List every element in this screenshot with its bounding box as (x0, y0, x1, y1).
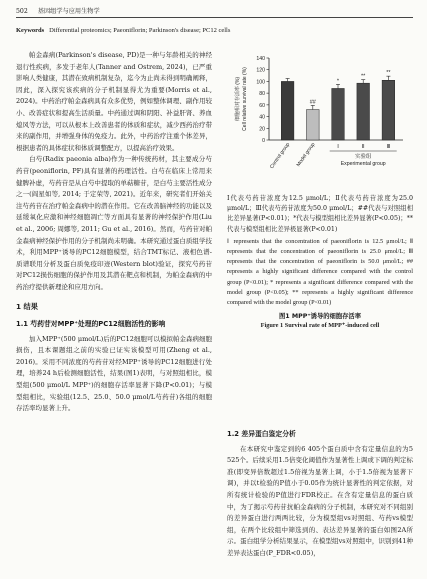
y-tick-label: 0 (262, 138, 265, 144)
figure-title-en: Figure 1 Survival rate of MPP⁺-induced cell (260, 322, 380, 330)
significance-label: ** (386, 70, 391, 77)
subsection-1-2-heading: 1.2 差异蛋白鉴定分析 (227, 430, 296, 438)
y-tick-label: 40 (259, 114, 265, 121)
x-tick-label: Ⅲ (386, 144, 391, 150)
y-tick-label: 80 (259, 91, 265, 98)
y-tick-label: 120 (256, 67, 265, 74)
right-column-lower (227, 425, 413, 560)
intro-paragraph-2: 白芍(Radix paeonia alba)作为一种传统药材，其主要成分芍药苷(peoniflorin, PF)具有显著的药理活性。白芍在临床上常用来健脾补虚，芍药苷是从白芍中提取的单萜糖苷，是白芍主要活性成分之一(阎星如等, 2014; 于定荣等, 2021)。近年来，研究者们开始关注芍药苷在治疗帕金森病中的潜在作用。它在改善脑神经的功能以及延缓氧化应激和神经细胞凋亡等方面具有显著的神经保护作用(Liu et al., 2006; 周娜等, 2011; Gu et al., 2016)。然而，芍药苷对帕金森病神经保护作用的分子机制尚未明确。本研究通过蛋白质组学技术，利用MPP⁺诱导的PC12细胞模型，结合TMT标记、液相色谱-质谱联用分析及蛋白质免疫印迹(Western blot)验证，探究芍药苷对PC12损伤细胞的保护作用及其潜在靶点和机制，为帕金森病的中药治疗提供新理论和应用方向。 (16, 155, 212, 291)
left-column (16, 50, 212, 415)
x-tick-label: Ⅰ (337, 144, 339, 150)
survival-rate-bar-chart (227, 50, 413, 190)
bar (357, 83, 370, 140)
figure-title-cn: 图1 MPP⁺诱导的细胞存活率 (278, 313, 362, 321)
y-tick-label: 20 (259, 126, 265, 133)
keywords-line (16, 27, 230, 34)
bar (281, 81, 294, 140)
y-tick-label: 100 (256, 79, 265, 86)
journal-name: 基因组学与应用生物学 (37, 8, 100, 15)
bar (332, 88, 345, 140)
results-paragraph-2: 在本研究中鉴定到的6 405个蛋白质中含有定量信息的为5 525个。后续采用1.5倍变化阈值作为显著性上调或下调的判定标准(即变异倍数超过1.5倍视为显著上调，小于1.5倍视为显著下调)，并以t检验的P值小于0.05作为统计显著性的判定依据，对所有统计检验的P值进行FDR校正。在含有定量信息的蛋白质中，为了揭示芍药苷抗帕金森病的分子机制，本研究对不同组别的差异蛋白进行两两比较，分为模型组vs对照组、芍药vs模型组，在两个比较组中筛选到的、表达差异显著的蛋白如图2A所示。蛋白组学分析结果显示，在模型组vs对照组中，识别到41种差异表达蛋白(P_FDR<0.05)， (227, 444, 413, 557)
significance-label: ** (361, 73, 366, 80)
significance-label: ## (309, 99, 316, 106)
y-tick-label: 140 (256, 56, 265, 62)
running-header (16, 6, 100, 15)
bar (382, 80, 395, 140)
x-tick-label: Ⅱ (361, 144, 365, 150)
x-tick-label: Model group (295, 141, 317, 168)
y-axis-label: 细胞相对存活率 (%) (235, 76, 241, 122)
group-label-en: Experimental group (340, 161, 386, 167)
intro-paragraph-1: 帕金森病(Parkinson's disease, PD)是一种与年龄相关的神经退行性疾病，多发于老年人(Tanner and Ostrem, 2024)，已严重影响人类健康，其潜在致病机制复杂，迄今为止尚未得到明确阐释，因此，深入探究该疾病的分子机制显得尤为重要(Morris et al., 2024)。中药治疗帕金森病具有众多优势，例如整体调理、副作用较小、改善症状和提高生活质量。中药通过调和阴阳、补益肝肾、养血熄风等方法，可以从根本上改善患者的体质和症状，减少西药治疗带来的副作用，并增强身体的免疫力。此外，中药治疗注重个体差异，根据患者的具体症状和体质调整配方，以提高治疗效果。 (16, 51, 212, 152)
header-rule (16, 17, 413, 18)
keywords-text: Differential proteomics; Paeoniflorin; Parkinson's disease; PC12 cells (49, 27, 231, 34)
right-column (227, 50, 413, 330)
section-results-heading: 1 结果 (16, 302, 38, 312)
significance-label: * (336, 78, 340, 85)
page-number: 502 (16, 8, 28, 15)
figure-caption-cn: Ⅰ代表芍药苷浓度为12.5 μmol/L；Ⅱ代表芍药苷浓度为25.0 μmol/L；Ⅲ代表芍药苷浓度为50.0 μmol/L；##代表与对照组相比差异显著(P<0.01)；*代表与模型组相比差异显著(P<0.05)；**代表与模型组相比差异极显著(P<0.01) (227, 195, 413, 233)
results-paragraph-1: 加入MPP⁺(500 μmol/L)后的PC12细胞可以模拟帕金森病细胞损伤，且本课题组之前的实验已证实该模型可用(Zheng et al., 2016)。采用不同浓度的芍药苷对经MPP⁺诱导的PC12细胞进行处理，培养24 h后检测细胞活性，结果(图1)表明，与对照组相比，模型组(500 μmol/L MPP⁺)的细胞存活率显著下降(P<0.01)；与模型组相比，实验组(12.5、25.0、50.0 μmol/L芍药苷)各组的细胞存活率均显著上升。 (16, 334, 212, 413)
keywords-label: Keywords (16, 27, 45, 34)
x-tick-label: Control group (268, 141, 292, 170)
subsection-1-1-heading: 1.1 芍药苷对MPP⁺处理的PC12细胞活性的影响 (16, 320, 166, 329)
figure-1-chart (227, 50, 413, 190)
bar (307, 110, 320, 140)
figure-caption-en: Ⅰ represents that the concentration of paeoniflorin is 12.5 μmol/L; Ⅱ represents that the concentration of paeoniflorin is 25.0 μmol/L; Ⅲ represents that the concentration of paeoniflorin is 50.0 μmol/L; ## represents a highly significant difference compared with the control group (P<0.01); * represents a significant difference compared with the model group (P<0.05); ** represents a highly significant difference compared with the model group (P<0.01) (227, 237, 413, 307)
y-axis-label: Cell relative survival rate (%) (242, 67, 248, 131)
y-tick-label: 60 (259, 102, 265, 109)
group-label-cn: 实验组 (355, 154, 372, 160)
